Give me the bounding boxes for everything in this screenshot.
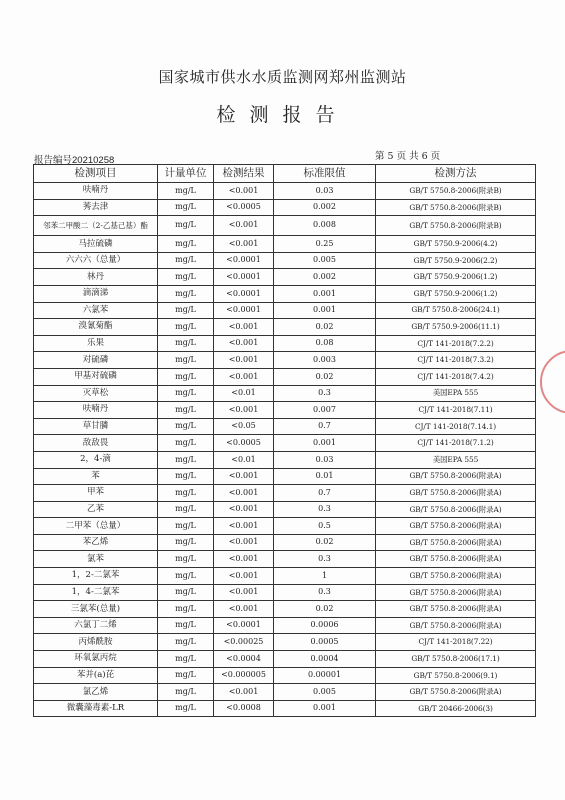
cell-unit: mg/L <box>158 252 214 269</box>
table-row <box>34 501 536 518</box>
cell-method: GB/T 5750.8-2006(附录A) <box>376 568 536 585</box>
cell-item: 马拉硫磷 <box>34 236 158 253</box>
table-row <box>34 667 536 684</box>
cell-item: 六氯苯 <box>34 302 158 319</box>
cell-method: GB/T 5750.9-2006(1.2) <box>376 269 536 286</box>
cell-limit: 0.001 <box>274 285 376 302</box>
cell-limit: 0.03 <box>274 183 376 200</box>
table-row <box>34 601 536 618</box>
cell-unit: mg/L <box>158 269 214 286</box>
cell-method: GB/T 5750.8-2006(附录A) <box>376 601 536 618</box>
cell-limit: 0.001 <box>274 435 376 452</box>
cell-item: 林丹 <box>34 269 158 286</box>
seal-stamp <box>540 350 565 414</box>
table-row <box>34 485 536 502</box>
report-number: 报告编号20210258 <box>34 155 115 166</box>
cell-unit: mg/L <box>158 534 214 551</box>
cell-method: GB/T 5750.8-2006(附录B) <box>376 183 536 200</box>
column-header-method: 检测方法 <box>376 165 536 183</box>
cell-item: 苯并(a)芘 <box>34 667 158 684</box>
cell-method: CJ/T 141-2018(7.1.2) <box>376 435 536 452</box>
cell-unit: mg/L <box>158 183 214 200</box>
cell-item: 环氧氯丙烷 <box>34 651 158 668</box>
cell-result: <0.001 <box>214 335 274 352</box>
cell-unit: mg/L <box>158 319 214 336</box>
cell-method: CJ/T 141-2018(7.14.1) <box>376 418 536 435</box>
cell-method: GB/T 5750.8-2006(24.1) <box>376 302 536 319</box>
cell-item: 莠去津 <box>34 199 158 216</box>
cell-item: 呋喃丹 <box>34 183 158 200</box>
cell-method: GB/T 5750.8-2006(附录A) <box>376 584 536 601</box>
cell-limit: 0.005 <box>274 684 376 701</box>
cell-unit: mg/L <box>158 584 214 601</box>
cell-method: GB/T 5750.8-2006(附录A) <box>376 534 536 551</box>
cell-limit: 0.007 <box>274 402 376 419</box>
cell-method: GB/T 5750.8-2006(附录A) <box>376 551 536 568</box>
cell-limit: 0.02 <box>274 368 376 385</box>
cell-method: CJ/T 141-2018(7.11) <box>376 402 536 419</box>
table-row <box>34 183 536 200</box>
cell-limit: 0.3 <box>274 551 376 568</box>
table-row <box>34 584 536 601</box>
cell-result: <0.001 <box>214 319 274 336</box>
cell-result: <0.001 <box>214 183 274 200</box>
cell-item: 氯苯 <box>34 551 158 568</box>
cell-result: <0.0001 <box>214 269 274 286</box>
cell-method: 美国EPA 555 <box>376 385 536 402</box>
cell-result: <0.001 <box>214 352 274 369</box>
cell-limit: 0.01 <box>274 468 376 485</box>
cell-result: <0.0005 <box>214 199 274 216</box>
table-row <box>34 634 536 651</box>
cell-unit: mg/L <box>158 468 214 485</box>
cell-limit: 0.7 <box>274 418 376 435</box>
cell-unit: mg/L <box>158 236 214 253</box>
table-row <box>34 319 536 336</box>
cell-item: 敌敌畏 <box>34 435 158 452</box>
cell-unit: mg/L <box>158 684 214 701</box>
table-row <box>34 402 536 419</box>
column-header-result: 检测结果 <box>214 165 274 183</box>
cell-unit: mg/L <box>158 402 214 419</box>
cell-result: <0.01 <box>214 451 274 468</box>
cell-method: 美国EPA 555 <box>376 451 536 468</box>
table-row <box>34 252 536 269</box>
cell-item: 1，2-二氯苯 <box>34 568 158 585</box>
cell-item: 呋喃丹 <box>34 402 158 419</box>
cell-method: CJ/T 141-2018(7.22) <box>376 634 536 651</box>
cell-item: 丙烯酰胺 <box>34 634 158 651</box>
cell-result: <0.001 <box>214 534 274 551</box>
column-header-unit: 计量单位 <box>158 165 214 183</box>
report-title: 检测报告 <box>216 104 349 126</box>
cell-item: 乙苯 <box>34 501 158 518</box>
cell-limit: 0.5 <box>274 518 376 535</box>
table-row <box>34 684 536 701</box>
cell-item: 灭草松 <box>34 385 158 402</box>
cell-method: GB/T 5750.8-2006(附录A) <box>376 501 536 518</box>
cell-unit: mg/L <box>158 199 214 216</box>
page-indicator: 第 5 页 共 6 页 <box>375 151 441 162</box>
cell-method: GB/T 5750.9-2006(4.2) <box>376 236 536 253</box>
table-row <box>34 385 536 402</box>
cell-limit: 0.08 <box>274 335 376 352</box>
results-table <box>33 164 536 717</box>
cell-limit: 0.3 <box>274 584 376 601</box>
cell-limit: 0.003 <box>274 352 376 369</box>
cell-unit: mg/L <box>158 568 214 585</box>
cell-result: <0.001 <box>214 684 274 701</box>
cell-result: <0.000005 <box>214 667 274 684</box>
cell-result: <0.01 <box>214 385 274 402</box>
cell-result: <0.05 <box>214 418 274 435</box>
cell-limit: 0.0004 <box>274 651 376 668</box>
cell-unit: mg/L <box>158 418 214 435</box>
table-header-row <box>34 165 536 183</box>
cell-item: 微囊藻毒素-LR <box>34 700 158 717</box>
cell-item: 1，4-二氯苯 <box>34 584 158 601</box>
table-row <box>34 285 536 302</box>
cell-item: 乐果 <box>34 335 158 352</box>
cell-result: <0.0001 <box>214 617 274 634</box>
cell-unit: mg/L <box>158 216 214 236</box>
cell-method: GB/T 5750.8-2006(附录B) <box>376 199 536 216</box>
cell-item: 三氯苯(总量) <box>34 601 158 618</box>
cell-unit: mg/L <box>158 634 214 651</box>
cell-method: GB/T 5750.9-2006(2.2) <box>376 252 536 269</box>
cell-limit: 0.008 <box>274 216 376 236</box>
cell-unit: mg/L <box>158 551 214 568</box>
cell-result: <0.001 <box>214 518 274 535</box>
cell-result: <0.001 <box>214 551 274 568</box>
table-row <box>34 236 536 253</box>
cell-result: <0.001 <box>214 568 274 585</box>
cell-item: 苯 <box>34 468 158 485</box>
table-row <box>34 302 536 319</box>
cell-limit: 0.25 <box>274 236 376 253</box>
cell-unit: mg/L <box>158 285 214 302</box>
table-row <box>34 651 536 668</box>
cell-item: 苯乙烯 <box>34 534 158 551</box>
cell-limit: 1 <box>274 568 376 585</box>
table-row <box>34 269 536 286</box>
cell-method: GB/T 5750.9-2006(1.2) <box>376 285 536 302</box>
column-header-item: 检测项目 <box>34 165 158 183</box>
table-row <box>34 551 536 568</box>
cell-unit: mg/L <box>158 667 214 684</box>
cell-result: <0.001 <box>214 236 274 253</box>
cell-item: 氯乙烯 <box>34 684 158 701</box>
cell-limit: 0.0006 <box>274 617 376 634</box>
cell-method: CJ/T 141-2018(7.4.2) <box>376 368 536 385</box>
cell-item: 甲苯 <box>34 485 158 502</box>
table-row <box>34 451 536 468</box>
cell-result: <0.001 <box>214 368 274 385</box>
cell-limit: 0.02 <box>274 534 376 551</box>
cell-unit: mg/L <box>158 651 214 668</box>
cell-method: GB/T 5750.8-2006(附录A) <box>376 518 536 535</box>
cell-result: <0.0001 <box>214 302 274 319</box>
cell-limit: 0.02 <box>274 319 376 336</box>
cell-limit: 0.002 <box>274 269 376 286</box>
cell-item: 六六六（总量） <box>34 252 158 269</box>
cell-method: GB/T 5750.8-2006(附录A) <box>376 485 536 502</box>
table-row <box>34 435 536 452</box>
cell-result: <0.001 <box>214 501 274 518</box>
cell-method: GB/T 20466-2006(3) <box>376 700 536 717</box>
table-row <box>34 368 536 385</box>
cell-result: <0.0001 <box>214 285 274 302</box>
cell-limit: 0.005 <box>274 252 376 269</box>
cell-method: GB/T 5750.8-2006(9.1) <box>376 667 536 684</box>
cell-result: <0.0008 <box>214 700 274 717</box>
cell-item: 2，4-滴 <box>34 451 158 468</box>
cell-unit: mg/L <box>158 335 214 352</box>
table-row <box>34 534 536 551</box>
cell-unit: mg/L <box>158 352 214 369</box>
cell-item: 二甲苯（总量） <box>34 518 158 535</box>
table-row <box>34 216 536 236</box>
cell-method: CJ/T 141-2018(7.2.2) <box>376 335 536 352</box>
cell-method: GB/T 5750.8-2006(附录A) <box>376 684 536 701</box>
cell-item: 草甘膦 <box>34 418 158 435</box>
table-row <box>34 335 536 352</box>
cell-unit: mg/L <box>158 485 214 502</box>
cell-limit: 0.00001 <box>274 667 376 684</box>
table-row <box>34 568 536 585</box>
cell-method: GB/T 5750.8-2006(附录B) <box>376 216 536 236</box>
cell-unit: mg/L <box>158 700 214 717</box>
cell-result: <0.001 <box>214 402 274 419</box>
cell-unit: mg/L <box>158 518 214 535</box>
cell-limit: 0.3 <box>274 385 376 402</box>
cell-unit: mg/L <box>158 617 214 634</box>
cell-unit: mg/L <box>158 435 214 452</box>
cell-unit: mg/L <box>158 601 214 618</box>
cell-result: <0.001 <box>214 216 274 236</box>
cell-limit: 0.001 <box>274 302 376 319</box>
table-row <box>34 617 536 634</box>
cell-result: <0.0004 <box>214 651 274 668</box>
cell-result: <0.001 <box>214 485 274 502</box>
cell-item: 滴滴涕 <box>34 285 158 302</box>
cell-unit: mg/L <box>158 451 214 468</box>
table-row <box>34 468 536 485</box>
cell-result: <0.0005 <box>214 435 274 452</box>
cell-unit: mg/L <box>158 385 214 402</box>
cell-unit: mg/L <box>158 501 214 518</box>
cell-method: GB/T 5750.9-2006(11.1) <box>376 319 536 336</box>
cell-item: 溴氰菊酯 <box>34 319 158 336</box>
cell-method: GB/T 5750.8-2006(附录A) <box>376 468 536 485</box>
table-row <box>34 700 536 717</box>
cell-limit: 0.3 <box>274 501 376 518</box>
table-row <box>34 418 536 435</box>
cell-item: 对硫磷 <box>34 352 158 369</box>
cell-limit: 0.002 <box>274 199 376 216</box>
table-row <box>34 518 536 535</box>
cell-result: <0.001 <box>214 468 274 485</box>
cell-limit: 0.03 <box>274 451 376 468</box>
cell-result: <0.00025 <box>214 634 274 651</box>
cell-limit: 0.02 <box>274 601 376 618</box>
column-header-limit: 标准限值 <box>274 165 376 183</box>
cell-item: 邻苯二甲酸二（2-乙基己基）酯 <box>34 216 158 236</box>
cell-limit: 0.001 <box>274 700 376 717</box>
cell-result: <0.001 <box>214 601 274 618</box>
table-row <box>34 199 536 216</box>
cell-result: <0.001 <box>214 584 274 601</box>
cell-method: CJ/T 141-2018(7.3.2) <box>376 352 536 369</box>
cell-item: 六氯丁二烯 <box>34 617 158 634</box>
cell-result: <0.0001 <box>214 252 274 269</box>
cell-limit: 0.0005 <box>274 634 376 651</box>
cell-unit: mg/L <box>158 368 214 385</box>
cell-limit: 0.7 <box>274 485 376 502</box>
cell-method: GB/T 5750.8-2006(附录A) <box>376 617 536 634</box>
cell-unit: mg/L <box>158 302 214 319</box>
organization-name: 国家城市供水水质监测网郑州监测站 <box>158 68 407 86</box>
cell-method: GB/T 5750.8-2006(17.1) <box>376 651 536 668</box>
cell-item: 甲基对硫磷 <box>34 368 158 385</box>
table-row <box>34 352 536 369</box>
